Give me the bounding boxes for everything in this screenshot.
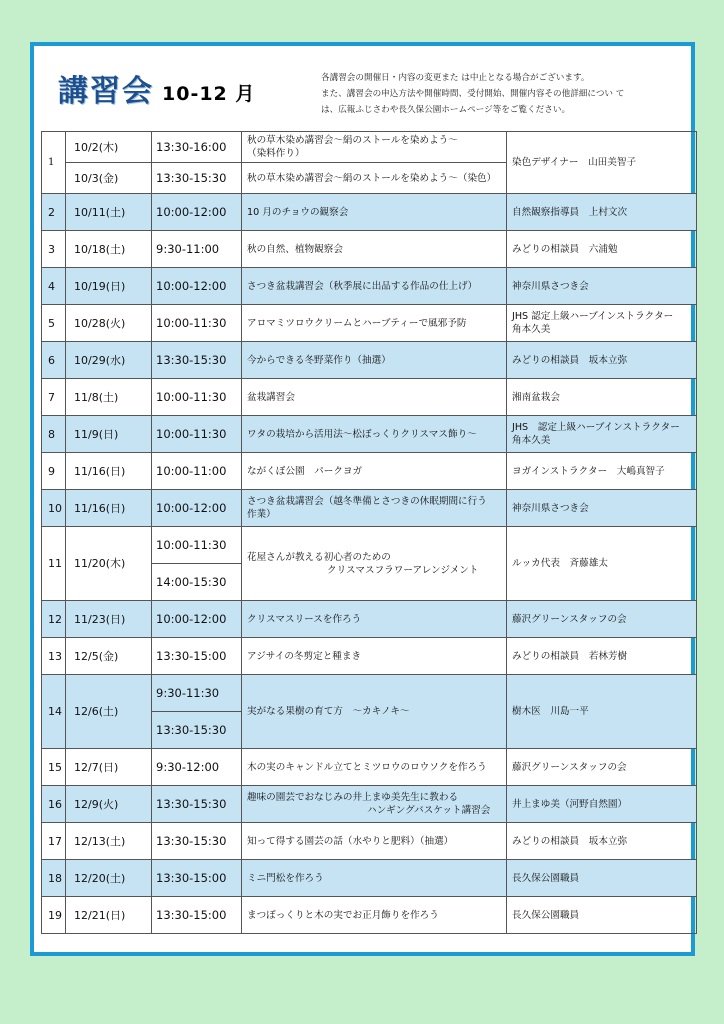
- row-date: 12/5(金): [66, 638, 152, 675]
- table-row: [42, 453, 697, 490]
- row-instructor: 神奈川県さつき会: [507, 268, 697, 305]
- row-time: 9:30-11:30: [152, 675, 242, 712]
- table-row: [42, 601, 697, 638]
- row-title: 実がなる果樹の育て方 ～カキノキ～: [242, 675, 507, 749]
- row-time: 13:30-15:30: [152, 786, 242, 823]
- row-title: 趣味の園芸でおなじみの井上まゆ美先生に教わる ハンギングバスケット講習会: [242, 786, 507, 823]
- row-title: アロマミツロウクリームとハーブティーで風邪予防: [242, 305, 507, 342]
- row-title: 秋の自然、植物観察会: [242, 231, 507, 268]
- row-time: 13:30-15:00: [152, 638, 242, 675]
- row-title: 秋の草木染め講習会～絹のストールを染めよう～ （染料作り）: [242, 132, 507, 163]
- row-title: 盆栽講習会: [242, 379, 507, 416]
- row-instructor: 井上まゆ美（河野自然園）: [507, 786, 697, 823]
- row-number: 6: [42, 342, 66, 379]
- table-row: [42, 897, 697, 934]
- row-number: 2: [42, 194, 66, 231]
- row-date: 10/3(金): [66, 163, 152, 194]
- row-time: 13:30-15:30: [152, 823, 242, 860]
- row-title: アジサイの冬剪定と種まき: [242, 638, 507, 675]
- row-number: 15: [42, 749, 66, 786]
- table-row: [42, 749, 697, 786]
- row-time: 14:00-15:30: [152, 564, 242, 601]
- notice-line: また、講習会の申込方法や開催時間、受付開始、開催内容その他詳細につい て: [321, 89, 625, 99]
- row-instructor: 湘南盆栽会: [507, 379, 697, 416]
- row-time: 9:30-12:00: [152, 749, 242, 786]
- table-row: [42, 638, 697, 675]
- row-time: 13:30-15:00: [152, 897, 242, 934]
- row-date: 11/23(日): [66, 601, 152, 638]
- table-row: [42, 527, 697, 564]
- row-number: 1: [42, 132, 66, 194]
- row-title: 今からできる冬野菜作り（抽選）: [242, 342, 507, 379]
- row-time: 9:30-11:00: [152, 231, 242, 268]
- table-row: [42, 490, 697, 527]
- table-row: [42, 268, 697, 305]
- table-row: [42, 305, 697, 342]
- table-row: [42, 379, 697, 416]
- row-title: 木の実のキャンドル立てとミツロウのロウソクを作ろう: [242, 749, 507, 786]
- row-number: 8: [42, 416, 66, 453]
- row-title: さつき盆栽講習会（秋季展に出品する作品の仕上げ）: [242, 268, 507, 305]
- row-time: 10:00-11:30: [152, 305, 242, 342]
- table-row: [42, 342, 697, 379]
- table-row: [42, 823, 697, 860]
- row-date: 12/20(土): [66, 860, 152, 897]
- row-time: 13:30-16:00: [152, 132, 242, 163]
- row-number: 13: [42, 638, 66, 675]
- notice-text: [321, 70, 681, 118]
- row-number: 14: [42, 675, 66, 749]
- row-number: 19: [42, 897, 66, 934]
- row-title: 花屋さんが教える初心者のための クリスマスフラワーアレンジメント: [242, 527, 507, 601]
- row-title: 知って得する園芸の話（水やりと肥料）（抽選）: [242, 823, 507, 860]
- row-time: 10:00-12:00: [152, 268, 242, 305]
- row-date: 10/29(水): [66, 342, 152, 379]
- row-date: 11/20(木): [66, 527, 152, 601]
- row-time: 10:00-11:30: [152, 416, 242, 453]
- row-date: 11/16(日): [66, 490, 152, 527]
- period-label: 10-12 月: [162, 83, 256, 105]
- row-number: 16: [42, 786, 66, 823]
- row-time: 13:30-15:30: [152, 342, 242, 379]
- row-date: 10/19(日): [66, 268, 152, 305]
- row-date: 11/8(土): [66, 379, 152, 416]
- row-instructor: 長久保公園職員: [507, 897, 697, 934]
- row-title: ワタの栽培から活用法～松ぼっくりクリスマス飾り～: [242, 416, 507, 453]
- row-title: まつぼっくりと木の実でお正月飾りを作ろう: [242, 897, 507, 934]
- row-time: 10:00-11:30: [152, 527, 242, 564]
- table-row: [42, 860, 697, 897]
- row-date: 11/9(日): [66, 416, 152, 453]
- row-title: さつき盆栽講習会（越冬準備とさつきの休眠期間に行う 作業）: [242, 490, 507, 527]
- row-number: 17: [42, 823, 66, 860]
- notice-line: は、広報ふじさわや長久保公園ホームページ等をご覧ください。: [321, 105, 571, 115]
- row-date: 12/21(日): [66, 897, 152, 934]
- row-instructor: ヨガインストラクター 大嶋真智子: [507, 453, 697, 490]
- row-instructor: 神奈川県さつき会: [507, 490, 697, 527]
- row-number: 3: [42, 231, 66, 268]
- row-date: 10/11(土): [66, 194, 152, 231]
- row-instructor: 藤沢グリーンスタッフの会: [507, 749, 697, 786]
- table-row: [42, 786, 697, 823]
- row-instructor: 樹木医 川島一平: [507, 675, 697, 749]
- row-title: 秋の草木染め講習会～絹のストールを染めよう～（染色）: [242, 163, 507, 194]
- row-instructor: 藤沢グリーンスタッフの会: [507, 601, 697, 638]
- row-date: 10/18(土): [66, 231, 152, 268]
- row-number: 18: [42, 860, 66, 897]
- row-instructor: みどりの相談員 六浦勉: [507, 231, 697, 268]
- row-instructor: JHS 認定上級ハーブインストラクター 角本久美: [507, 305, 697, 342]
- row-instructor: 自然観察指導員 上村文次: [507, 194, 697, 231]
- row-instructor: JHS 認定上級ハーブインストラクター 角本久美: [507, 416, 697, 453]
- row-number: 12: [42, 601, 66, 638]
- row-instructor: ルッカ代表 斉藤雄太: [507, 527, 697, 601]
- table-row: [42, 194, 697, 231]
- row-time: 10:00-12:00: [152, 490, 242, 527]
- row-number: 5: [42, 305, 66, 342]
- bulletin-frame: [30, 42, 695, 956]
- row-time: 13:30-15:00: [152, 860, 242, 897]
- row-title: 10 月のチョウの観察会: [242, 194, 507, 231]
- row-date: 12/13(土): [66, 823, 152, 860]
- row-number: 11: [42, 527, 66, 601]
- row-instructor: みどりの相談員 坂本立弥: [507, 823, 697, 860]
- row-instructor: みどりの相談員 若林芳樹: [507, 638, 697, 675]
- row-time: 13:30-15:30: [152, 712, 242, 749]
- row-instructor: みどりの相談員 坂本立弥: [507, 342, 697, 379]
- row-time: 10:00-11:00: [152, 453, 242, 490]
- row-title: ミニ門松を作ろう: [242, 860, 507, 897]
- table-row: [42, 132, 697, 163]
- row-title: クリスマスリースを作ろう: [242, 601, 507, 638]
- row-title: ながくぼ公園 パークヨガ: [242, 453, 507, 490]
- row-date: 11/16(日): [66, 453, 152, 490]
- row-number: 9: [42, 453, 66, 490]
- row-time: 13:30-15:30: [152, 163, 242, 194]
- row-date: 10/28(火): [66, 305, 152, 342]
- row-number: 10: [42, 490, 66, 527]
- row-date: 12/7(日): [66, 749, 152, 786]
- notice-line: 各講習会の開催日・内容の変更また は中止となる場合がございます。: [321, 73, 590, 83]
- table-row: [42, 416, 697, 453]
- row-time: 10:00-12:00: [152, 601, 242, 638]
- row-date: 12/9(火): [66, 786, 152, 823]
- row-date: 12/6(土): [66, 675, 152, 749]
- row-number: 4: [42, 268, 66, 305]
- table-row: [42, 231, 697, 268]
- schedule-table: [41, 131, 697, 934]
- row-time: 10:00-11:30: [152, 379, 242, 416]
- row-instructor: 長久保公園職員: [507, 860, 697, 897]
- row-instructor: 染色デザイナー 山田美智子: [507, 132, 697, 194]
- page-title: 講習会: [58, 74, 154, 109]
- row-date: 10/2(木): [66, 132, 152, 163]
- row-time: 10:00-12:00: [152, 194, 242, 231]
- table-row: [42, 675, 697, 712]
- row-number: 7: [42, 379, 66, 416]
